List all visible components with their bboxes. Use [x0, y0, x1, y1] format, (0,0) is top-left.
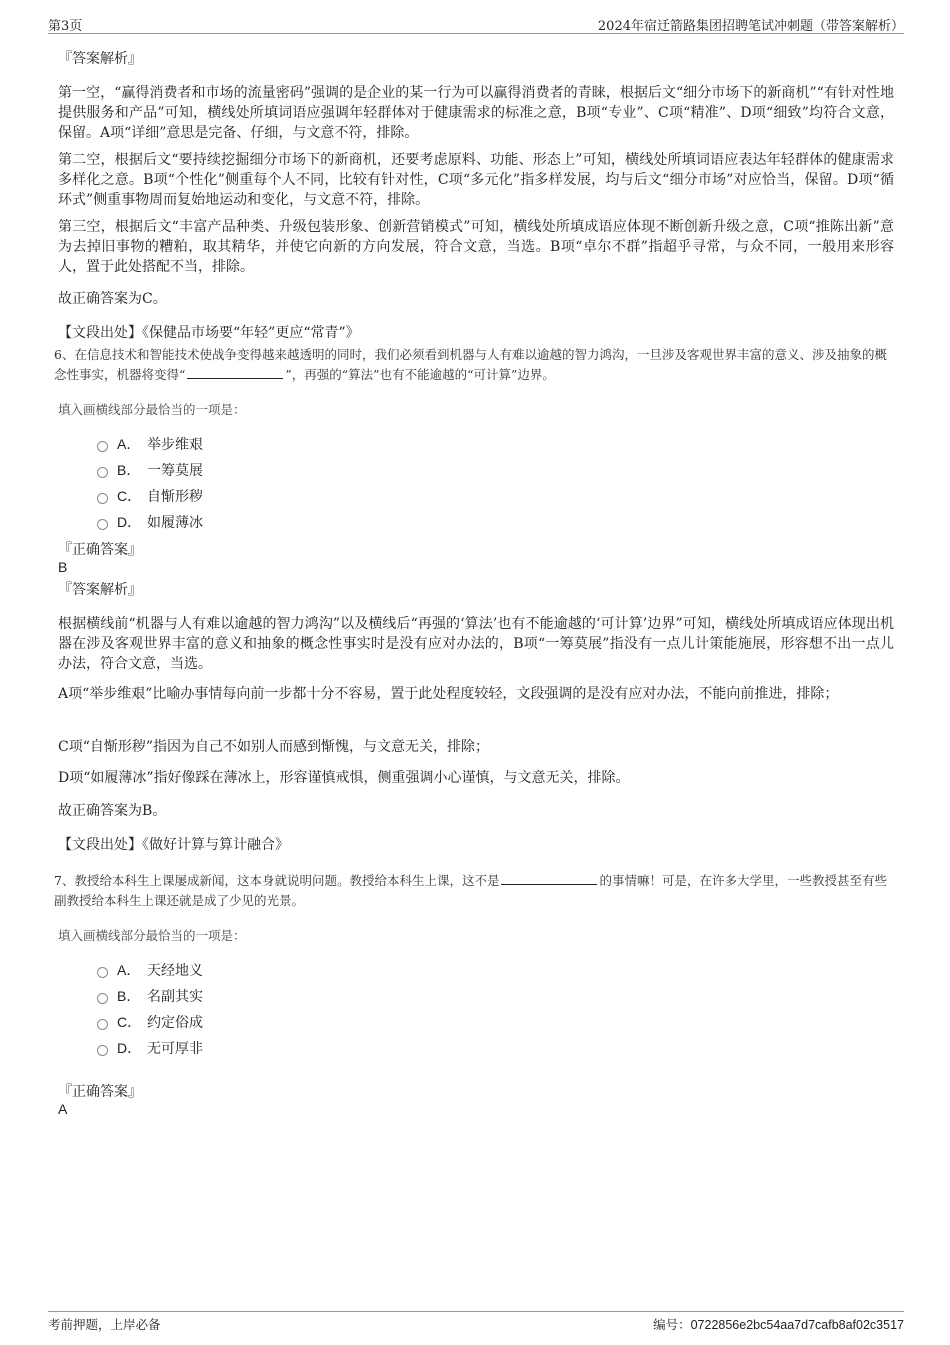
q6-analysis-title: 『答案解析』: [58, 582, 142, 598]
q5-analysis-para-3: 第三空，根据后文“丰富产品种类、升级包装形象、创新营销模式”可知，横线处所填成语应体现不断创新升级之意，C项“推陈出新”意为去掉旧事物的糟粕，取其精华，并使它向新的方向发展，符合文意，当选。B项“卓尔不群”指超乎寻常，与众不同，一般用来形容人，置于此处搭配不当，排除。: [58, 219, 894, 275]
option-letter: D．: [117, 1040, 142, 1056]
option-letter: C．: [117, 488, 142, 504]
q6-answer: B: [58, 559, 68, 575]
radio-circle-icon[interactable]: [97, 967, 108, 978]
option-text: 天经地义: [147, 963, 203, 979]
q7-option-b[interactable]: [97, 986, 203, 1006]
option-letter: A．: [117, 436, 141, 452]
radio-circle-icon[interactable]: [97, 493, 108, 504]
q6-conclusion: 故正确答案为B。: [58, 803, 167, 819]
document-title: 2024年宿迁箭路集团招聘笔试冲刺题（带答案解析）: [597, 19, 904, 34]
option-text: 无可厚非: [147, 1041, 203, 1057]
q7-option-c[interactable]: [97, 1012, 203, 1032]
q7-stem: [54, 871, 896, 911]
q6-stem-part-1: 6、在信息技术和智能技术使战争变得越来越透明的同时，我们必须看到机器与人有难以逾越的智力鸿沟，一旦涉及客观世界丰富的意义、涉及抽象的概念性事实，机器将变得“: [54, 347, 887, 382]
radio-circle-icon[interactable]: [97, 441, 108, 452]
q6-stem: [54, 345, 896, 385]
q7-answer-title: 『正确答案』: [58, 1084, 142, 1100]
q7-option-a[interactable]: [97, 960, 203, 980]
q6-option-d[interactable]: [97, 512, 203, 532]
q5-source: 【文段出处】《保健品市场要“年轻”更应“常青”》: [58, 325, 360, 341]
q7-stem-part-2: 的事情嘛！可是，在许多大学里，一些教授甚至有些副教授给本科生上课还就是成了少见的光景。: [54, 873, 887, 908]
page-header: [48, 13, 904, 34]
option-text: 约定俗成: [147, 1015, 203, 1031]
footer-slogan: 考前押题，上岸必备: [48, 1317, 161, 1332]
option-text: 名副其实: [147, 989, 203, 1005]
q6-option-a[interactable]: [97, 434, 203, 454]
q6-source: 【文段出处】《做好计算与算计融合》: [58, 837, 289, 853]
q6-analysis-para-3: C项“自惭形秽”指因为自己不如别人而感到惭愧，与文意无关，排除；: [58, 739, 490, 755]
radio-circle-icon[interactable]: [97, 467, 108, 478]
option-letter: A．: [117, 962, 141, 978]
q6-option-b[interactable]: [97, 460, 203, 480]
option-letter: C．: [117, 1014, 142, 1030]
q6-analysis-para-1: 根据横线前“机器与人有难以逾越的智力鸿沟”以及横线后“再强的‘算法’也有不能逾越的‘可计算’边界”可知，横线处所填成语应体现出机器在涉及客观世界丰富的意义和抽象的概念性事实时是没有应对办法的，B项“一筹莫展”指没有一点儿计策能施展，形容想不出一点儿办法，符合文意，当选。: [58, 616, 894, 672]
q6-prompt: 填入画横线部分最恰当的一项是：: [58, 402, 246, 417]
option-text: 如履薄冰: [147, 515, 203, 531]
option-text: 一筹莫展: [147, 463, 203, 479]
q7-option-d[interactable]: [97, 1038, 203, 1058]
q6-analysis-para-4: D项“如履薄冰”指好像踩在薄冰上，形容谨慎戒惧，侧重强调小心谨慎，与文意无关，排除。: [58, 770, 630, 786]
q6-stem-part-2: ”，再强的“算法”也有不能逾越的“可计算”边界。: [285, 367, 555, 382]
q5-analysis-title: 『答案解析』: [58, 51, 142, 67]
option-text: 举步维艰: [147, 437, 203, 453]
q7-answer: A: [58, 1101, 68, 1117]
q6-analysis-para-2: A项“举步维艰”比喻办事情每向前一步都十分不容易，置于此处程度较轻，文段强调的是没有应对办法，不能向前推进，排除；: [58, 686, 839, 702]
option-letter: D．: [117, 514, 142, 530]
radio-circle-icon[interactable]: [97, 1045, 108, 1056]
q5-conclusion: 故正确答案为C。: [58, 291, 167, 307]
radio-circle-icon[interactable]: [97, 993, 108, 1004]
page-number: 第3页: [48, 19, 83, 34]
q7-answer-blank: [501, 872, 597, 885]
q6-answer-title: 『正确答案』: [58, 542, 142, 558]
q5-analysis-para-2: 第二空，根据后文“要持续挖掘细分市场下的新商机，还要考虑原料、功能、形态上”可知，横线处所填词语应表达年轻群体的健康需求多样化之意。B项“个性化”侧重每个人不同，比较有针对性，C项“多元化”指多样发展，均与后文“细分市场”对应恰当，保留。D项“循环式”侧重事物周而复始地运动和变化，与文意不符，排除。: [58, 152, 894, 208]
q7-prompt: 填入画横线部分最恰当的一项是：: [58, 928, 246, 943]
radio-circle-icon[interactable]: [97, 519, 108, 530]
option-text: 自惭形秽: [147, 489, 203, 505]
document-id: 编号：0722856e2bc54aa7d7cafb8af02c3517: [653, 1318, 904, 1332]
q6-option-c[interactable]: [97, 486, 203, 506]
q5-analysis-para-1: 第一空，“赢得消费者和市场的流量密码”强调的是企业的某一行为可以赢得消费者的青睐，根据后文“细分市场下的新商机”“有针对性地提供服务和产品”可知，横线处所填词语应强调年轻群体对于健康需求的标准之意，B项“专业”、C项“精准”、D项“细致”均符合文意，保留。A项“详细”意思是完备、仔细，与文意不符，排除。: [58, 85, 894, 141]
radio-circle-icon[interactable]: [97, 1019, 108, 1030]
q6-answer-blank: [187, 366, 283, 379]
q7-stem-part-1: 7、教授给本科生上课屡成新闻，这本身就说明问题。教授给本科生上课，这不是: [54, 873, 500, 888]
page-footer: [48, 1311, 904, 1332]
option-letter: B．: [117, 988, 141, 1004]
option-letter: B．: [117, 462, 141, 478]
